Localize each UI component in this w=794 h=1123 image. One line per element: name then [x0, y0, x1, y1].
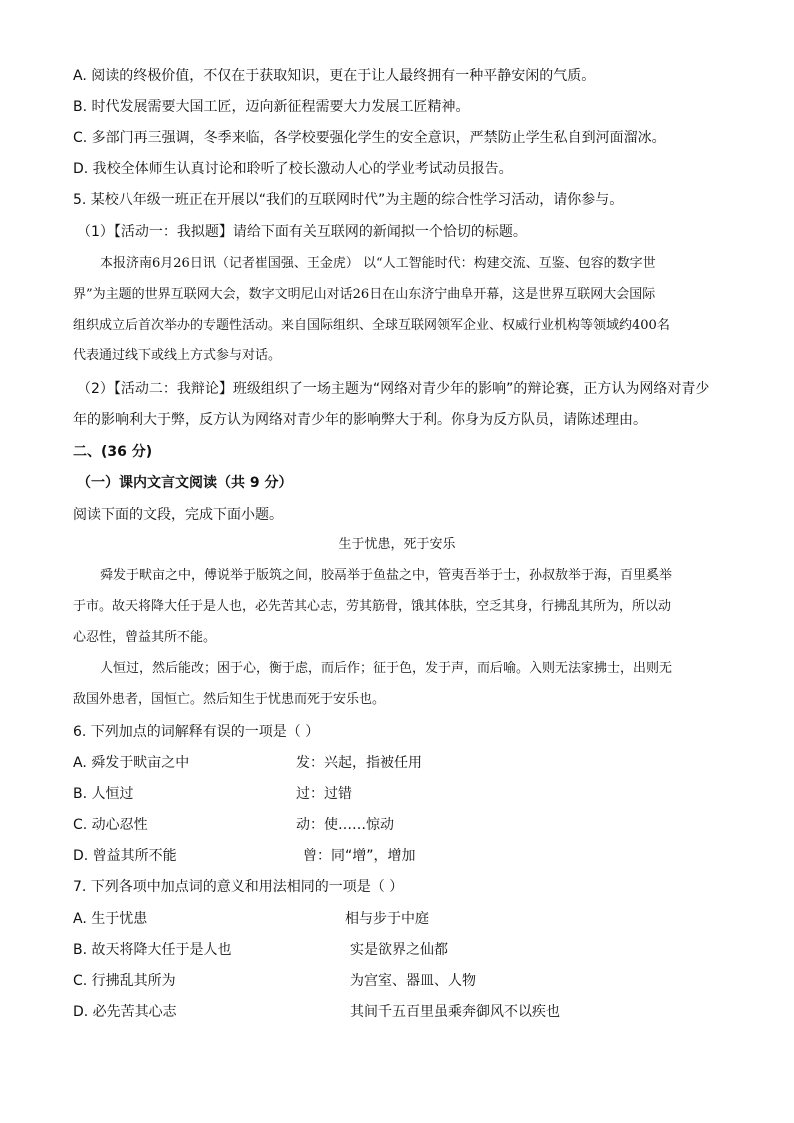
q5-activity-1: （1）【活动一：我拟题】请给下面有关互联网的新闻拟一个恰切的标题。 [77, 224, 527, 240]
reading-instruction: 阅读下面的文段，完成下面小题。 [73, 507, 283, 523]
q7-option-c-compare: 为宫室、器皿、人物 [350, 973, 476, 989]
q5-activity-2-line-1: （2）【活动二：我辩论】班级组织了一场主题为“网络对青少年的影响”的辩论赛，正方认为网络对青少 [77, 381, 710, 397]
q4-option-d: D. 我校全体师生认真讨论和聆听了校长激动人心的学业考试动员报告。 [73, 161, 513, 177]
q6-option-b: B. 人恒过 [73, 786, 134, 802]
news-line-1: 本报济南6月26日讯（记者崔国强、王金虎） 以“人工智能时代：构建交流、互鉴、包容的数字世 [100, 256, 656, 271]
q6-option-b-explanation: 过：过错 [296, 786, 352, 802]
q5-activity-2-line-2: 年的影响利大于弊，反方认为网络对青少年的影响弊大于利。你身为反方队员，请陈述理由。 [73, 412, 647, 428]
q7-option-d-compare: 其间千五百里虽乘奔御风不以疾也 [350, 1004, 560, 1020]
q6-option-a: A. 舜发于畎亩之中 [73, 755, 190, 771]
passage-line-5: 敌国外患者，国恒亡。然后知生于忧患而死于安乐也。 [73, 692, 386, 707]
q7-option-d: D. 必先苦其心志 [73, 1004, 177, 1020]
q7-option-a-compare: 相与步于中庭 [345, 911, 429, 927]
q6-option-c: C. 动心忍性 [73, 817, 148, 833]
q4-option-b: B. 时代发展需要大国工匠，迈向新征程需要大力发展工匠精神。 [73, 99, 470, 115]
section-subheading: （一）课内文言文阅读（共 9 分） [77, 475, 293, 491]
q7-option-b-compare: 实是欲界之仙都 [350, 942, 448, 958]
q6-option-d: D. 曾益其所不能 [73, 848, 177, 864]
section-heading: 二、(36 分) [73, 444, 153, 460]
passage-title: 生于忧患，死于安乐 [338, 537, 456, 552]
q7-option-c: C. 行拂乱其所为 [73, 973, 176, 989]
q7-stem: 7. 下列各项中加点词的意义和用法相同的一项是（ ） [73, 879, 404, 895]
q6-option-c-explanation: 动：使……惊动 [296, 817, 394, 833]
q6-option-d-explanation: 曾：同“增”，增加 [303, 848, 416, 864]
news-line-3: 组织成立后首次举办的专题性活动。来自国际组织、全球互联网领军企业、权威行业机构等领域约400名 [73, 318, 670, 333]
news-line-2: 界”为主题的世界互联网大会，数字文明尼山对话26日在山东济宁曲阜开幕，这是世界互联网大会国际 [73, 287, 656, 302]
q6-stem: 6. 下列加点的词解释有误的一项是（ ） [73, 724, 320, 740]
passage-line-4: 人恒过，然后能改；困于心，衡于虑，而后作；征于色，发于声，而后喻。入则无法家拂士，出则无 [100, 661, 673, 676]
passage-line-1: 舜发于畎亩之中，傅说举于版筑之间，胶鬲举于鱼盐之中，管夷吾举于士，孙叔敖举于海，百里奚举 [100, 568, 673, 583]
q6-option-a-explanation: 发：兴起，指被任用 [296, 755, 422, 771]
q5-stem: 5. 某校八年级一班正在开展以“我们的互联网时代”为主题的综合性学习活动，请你参与。 [73, 192, 624, 208]
q7-option-a: A. 生于忧患 [73, 911, 148, 927]
q4-option-c: C. 多部门再三强调，冬季来临，各学校要强化学生的安全意识，严禁防止学生私自到河面溜冰。 [73, 130, 666, 146]
passage-line-2: 于市。故天将降大任于是人也，必先苦其心志，劳其筋骨，饿其体肤，空乏其身，行拂乱其所为，所以动 [73, 599, 672, 614]
news-line-4: 代表通过线下或线上方式参与对话。 [73, 348, 282, 363]
passage-line-3: 心忍性，曾益其所不能。 [73, 630, 217, 645]
q7-option-b: B. 故天将降大任于是人也 [73, 942, 232, 958]
q4-option-a: A. 阅读的终极价值，不仅在于获取知识，更在于让人最终拥有一种平静安闲的气质。 [73, 68, 596, 84]
